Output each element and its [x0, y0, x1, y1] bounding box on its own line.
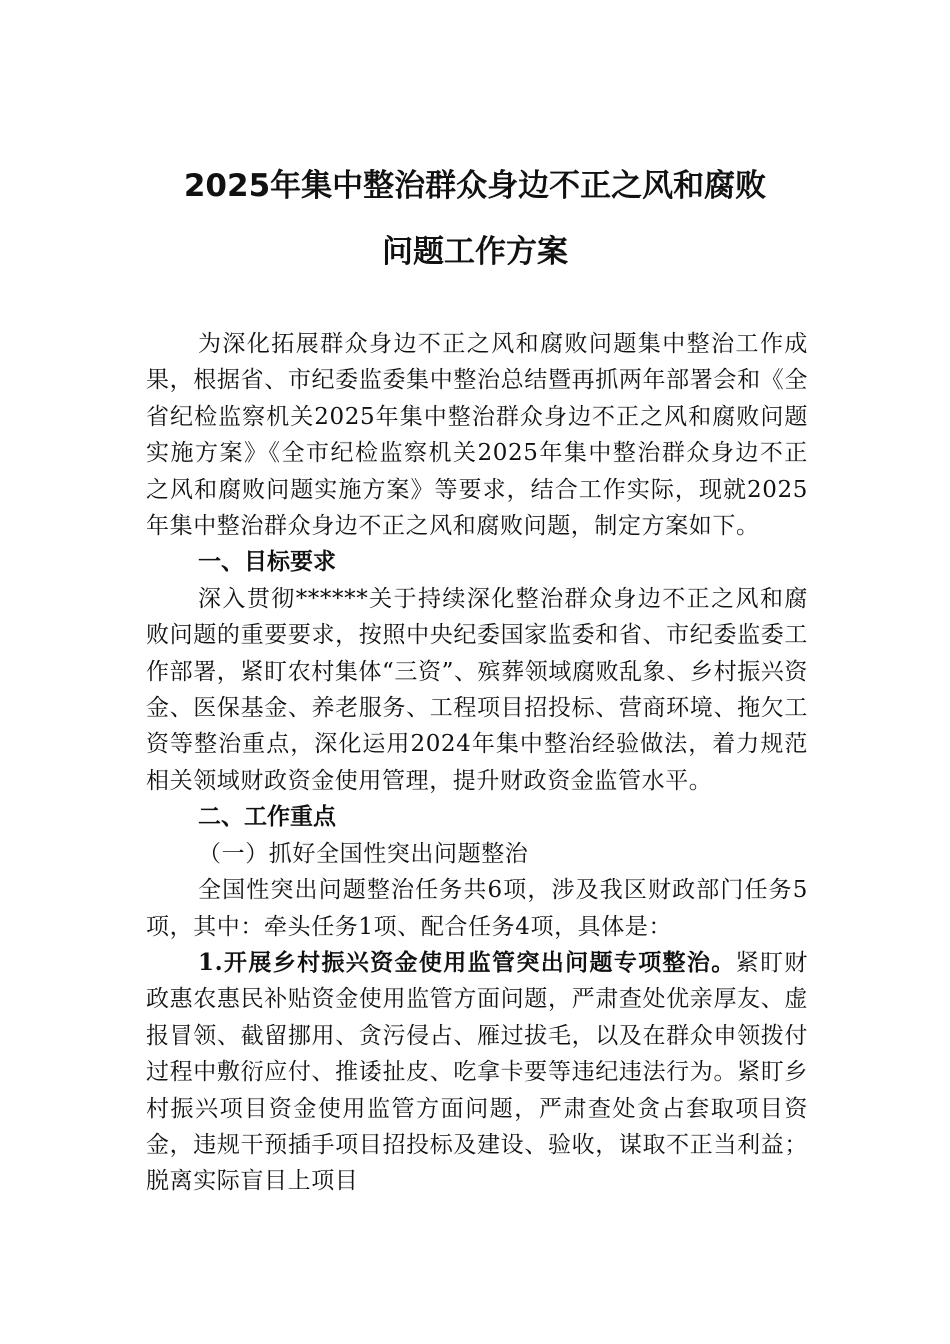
subsection-1-heading: （一）抓好全国性突出问题整治	[198, 840, 529, 867]
document-body	[146, 326, 808, 1200]
item-1-paragraph	[146, 945, 808, 1200]
item-1-text: 紧盯财政惠农惠民补贴资金使用监管方面问题，严肃查处优亲厚友、虚报冒领、截留挪用、贪污侵占、雁过拔毛，以及在群众申领拨付过程中敷衍应付、推诿扯皮、吃拿卡要等违纪违法行为。紧盯乡村振兴项目资金使用监管方面问题，严肃查处贪占套取项目资金，违规干预插手项目招投标及建设、验收，谋取不正当利益；脱离实际盲目上项目	[146, 949, 808, 1195]
section-2-heading: 二、工作重点	[198, 804, 336, 831]
document-title-line-2: 问题工作方案	[382, 234, 568, 270]
section-1-paragraph: 深入贯彻******关于持续深化整治群众身边不正之风和腐败问题的重要要求，按照中央纪委国家监委和省、市纪委监委工作部署，紧盯农村集体“三资”、殡葬领域腐败乱象、乡村振兴资金、医保基金、养老服务、工程项目招投标、营商环境、拖欠工资等整治重点，深化运用2024年集中整治经验做法，着力规范相关领域财政资金使用管理，提升财政资金监管水平。	[146, 585, 808, 794]
section-1-heading: 一、目标要求	[198, 549, 336, 576]
intro-paragraph: 为深化拓展群众身边不正之风和腐败问题集中整治工作成果，根据省、市纪委监委集中整治总结暨再抓两年部署会和《全省纪检监察机关2025年集中整治群众身边不正之风和腐败问题实施方案》《全市纪检监察机关2025年集中整治群众身边不正之风和腐败问题实施方案》等要求，结合工作实际，现就2025年集中整治群众身边不正之风和腐败问题，制定方案如下。	[146, 331, 808, 540]
item-1-lead: 1.开展乡村振兴资金使用监管突出问题专项整治。	[198, 948, 736, 976]
document-title-line-1: 2025年集中整治群众身边不正之风和腐败	[183, 168, 767, 204]
subsection-1-paragraph: 全国性突出问题整治任务共6项，涉及我区财政部门任务5项，其中：牵头任务1项、配合任务4项，具体是：	[146, 877, 808, 940]
